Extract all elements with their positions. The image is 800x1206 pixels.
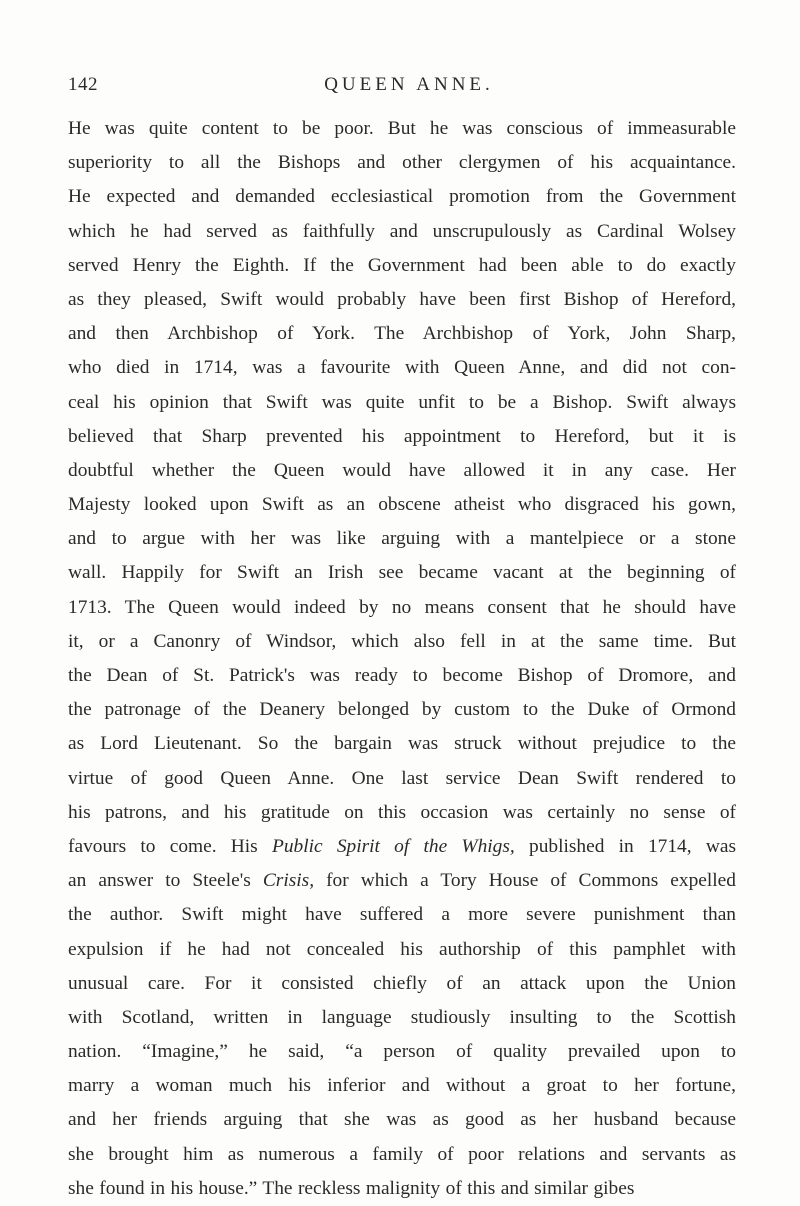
text-line: she brought him as numerous a family of poor relations and servants as (68, 1143, 736, 1165)
text-line: wall. Happily for Swift an Irish see became vacant at the beginning of (68, 562, 736, 584)
text-line: she found in his house.” The reckless malignity of this and similar gibes (68, 1177, 635, 1199)
text-line: the patronage of the Deanery belonged by custom to the Duke of Ormond (68, 699, 736, 721)
text-line: and her friends arguing that she was as good as her husband because (68, 1109, 736, 1131)
text-line: believed that Sharp prevented his appointment to Hereford, but it is (68, 425, 736, 447)
text-line: expulsion if he had not concealed his authorship of this pamphlet with (68, 938, 736, 960)
text-line: as they pleased, Swift would probably have been first Bishop of Hereford, (68, 288, 736, 310)
text-line: favours to come. His Public Spirit of the Whigs, published in 1714, was (68, 835, 736, 857)
text-line: which he had served as faithfully and unscrupulously as Cardinal Wolsey (68, 220, 736, 242)
text-line: He was quite content to be poor. But he was conscious of immeasurable (68, 118, 736, 139)
text-line: doubtful whether the Queen would have allowed it in any case. Her (68, 459, 736, 481)
text-line: the author. Swift might have suffered a more severe punishment than (68, 904, 736, 926)
text-line: an answer to Steele's Crisis, for which a Tory House of Commons expelled (68, 870, 736, 892)
text-line: and to argue with her was like arguing with a mantelpiece or a stone (68, 528, 736, 550)
text-line: as Lord Lieutenant. So the bargain was struck without prejudice to the (68, 733, 736, 755)
italic-title: Crisis, (262, 870, 315, 892)
text-line: it, or a Canonry of Windsor, which also fell in at the same time. But (68, 630, 736, 652)
text-line: superiority to all the Bishops and other clergymen of his acquaintance. (68, 152, 736, 174)
text-line: the Dean of St. Patrick's was ready to become Bishop of Dromore, and (68, 665, 736, 686)
text-line: He expected and demanded ecclesiastical promotion from the Government (68, 186, 736, 208)
text-line: nation. “Imagine,” he said, “a person of quality prevailed upon to (68, 1041, 736, 1063)
text-line: virtue of good Queen Anne. One last service Dean Swift rendered to (68, 767, 736, 789)
text-line: Majesty looked upon Swift as an obscene atheist who disgraced his gown, (68, 494, 736, 516)
text-line: marry a woman much his inferior and without a groat to her fortune, (68, 1075, 736, 1097)
text-line: who died in 1714, was a favourite with Queen Anne, and did not con- (68, 357, 736, 379)
body-text (68, 112, 736, 1206)
text-line: his patrons, and his gratitude on this occasion was certainly no sense of (68, 801, 736, 823)
text-line: with Scotland, written in language studiously insulting to the Scottish (68, 1006, 736, 1028)
text-line: ceal his opinion that Swift was quite unfit to be a Bishop. Swift always (68, 391, 736, 413)
page-number: 142 (68, 74, 98, 95)
text-line: unusual care. For it consisted chiefly of an attack upon the Union (68, 972, 736, 994)
text-line: served Henry the Eighth. If the Government had been able to do exactly (68, 254, 736, 276)
text-line: and then Archbishop of York. The Archbishop of York, John Sharp, (68, 323, 736, 345)
italic-title: Public Spirit of the Whigs, (271, 835, 515, 857)
running-title: QUEEN ANNE. (324, 74, 494, 95)
text-line: 1713. The Queen would indeed by no means consent that he should have (68, 596, 736, 618)
running-head (68, 74, 736, 104)
